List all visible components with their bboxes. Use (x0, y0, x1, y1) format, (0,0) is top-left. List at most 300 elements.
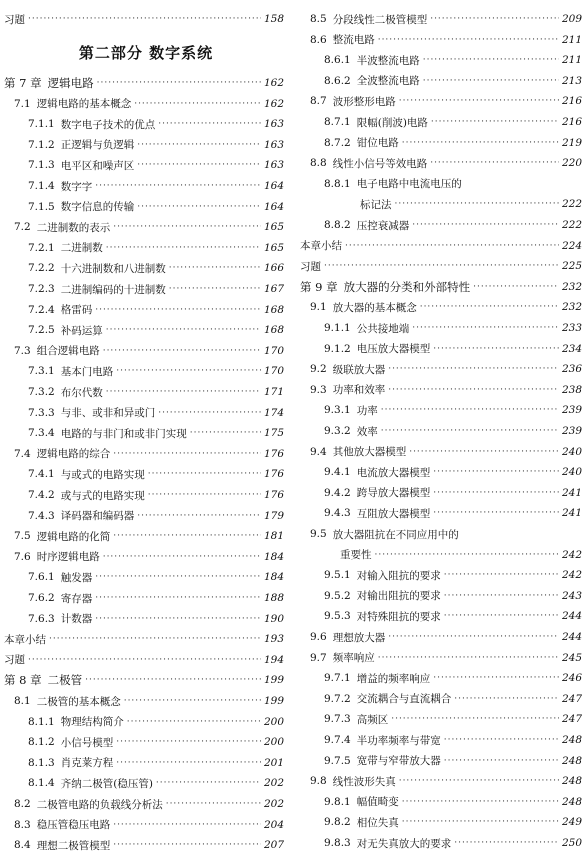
toc-entry[interactable] (300, 484, 582, 502)
toc-entry-page: 164 (263, 180, 284, 192)
toc-entry-number: 8.1.2 (28, 736, 55, 749)
toc-entry-page: 199 (263, 695, 284, 707)
toc-entry-title: 与或式的电路实现 (60, 468, 145, 481)
toc-entry-page: 225 (561, 260, 582, 273)
toc-entry-page: 211 (561, 33, 582, 46)
toc-entry-title: 二极管 (47, 673, 83, 688)
toc-entry-number: 9.4.2 (324, 486, 351, 499)
toc-entry[interactable] (300, 360, 582, 378)
toc-entry-number: 7.2.1 (28, 241, 55, 254)
toc-entry-title: 与非、或非和异或门 (60, 407, 156, 420)
toc-entry[interactable] (0, 404, 284, 422)
toc-entry[interactable] (300, 257, 582, 275)
toc-entry[interactable] (0, 301, 284, 319)
toc-entry[interactable] (300, 422, 582, 440)
toc-entry-page: 201 (263, 756, 284, 769)
leader-dots (116, 366, 261, 376)
toc-entry[interactable] (300, 649, 582, 667)
toc-entry-title: 标记法 (360, 198, 392, 211)
toc-entry[interactable] (300, 134, 582, 152)
toc-entry-title: 肖克莱方程 (60, 757, 114, 770)
toc-entry-number: 8.8.1 (324, 177, 351, 190)
toc-entry-number: 9.3.1 (324, 404, 351, 417)
toc-entry[interactable] (0, 383, 284, 401)
toc-entry-number: 7.1.3 (28, 159, 55, 172)
toc-entry-title: 补码运算 (60, 324, 103, 337)
toc-entry[interactable] (300, 10, 582, 28)
toc-entry[interactable] (0, 733, 284, 751)
toc-entry[interactable] (0, 527, 284, 545)
toc-entry-page: 184 (263, 571, 284, 584)
toc-entry-page: 248 (561, 775, 582, 788)
toc-entry-title: 习题 (4, 13, 25, 26)
toc-entry-number: 7.4 (14, 447, 31, 460)
toc-entry[interactable] (0, 177, 284, 195)
toc-entry-number: 7.3.1 (28, 365, 55, 378)
toc-entry-title: 增益的频率响应 (356, 672, 431, 685)
toc-entry-title: 电压放大器模型 (356, 343, 431, 356)
leader-dots (433, 673, 559, 683)
toc-entry-page: 190 (263, 612, 284, 625)
leader-dots (113, 840, 261, 850)
toc-entry[interactable] (0, 445, 284, 463)
toc-entry[interactable] (0, 136, 284, 154)
toc-entry-page: 239 (561, 425, 582, 437)
leader-dots (137, 202, 261, 212)
toc-entry-title: 二进制编码的十进制数 (60, 283, 166, 296)
toc-entry-page: 238 (561, 383, 582, 396)
toc-entry-title: 半功率频率与带宽 (356, 734, 441, 747)
toc-entry-page: 158 (263, 13, 284, 25)
leader-dots (402, 797, 559, 807)
leader-dots (388, 364, 559, 374)
toc-entry-title: 数字信息的传输 (60, 201, 135, 214)
toc-entry-page: 162 (263, 97, 284, 110)
leader-dots (409, 447, 559, 457)
toc-entry[interactable] (300, 443, 582, 461)
toc-entry-number: 7.6.2 (28, 592, 55, 604)
toc-entry[interactable] (0, 280, 284, 298)
toc-entry[interactable] (0, 10, 284, 28)
toc-entry[interactable] (0, 342, 284, 360)
toc-entry-number: 第 9 章 (300, 279, 338, 294)
toc-entry[interactable] (0, 754, 284, 772)
toc-entry[interactable] (0, 836, 284, 854)
toc-entry[interactable] (0, 465, 284, 483)
toc-entry-page: 246 (561, 672, 582, 685)
toc-entry-number: 9.8 (310, 775, 327, 788)
toc-entry-number: 7.4.1 (28, 468, 55, 481)
toc-entry-page: 164 (263, 200, 284, 213)
toc-entry-page: 184 (263, 550, 284, 563)
leader-dots (158, 408, 261, 418)
toc-entry-page: 232 (561, 301, 582, 314)
toc-entry[interactable] (300, 813, 582, 831)
leader-dots (95, 181, 261, 191)
toc-entry[interactable] (300, 381, 582, 399)
toc-entry-title: 整流电路 (332, 34, 375, 47)
toc-entry-title: 电流放大器模型 (356, 466, 431, 479)
leader-dots (412, 323, 559, 333)
leader-dots (158, 119, 261, 129)
toc-entry-number: 第 7 章 (4, 76, 42, 90)
toc-entry-title: 基本门电路 (60, 365, 114, 378)
toc-entry[interactable] (300, 319, 582, 337)
toc-entry-title: 线性小信号等效电路 (332, 157, 428, 170)
toc-entry[interactable] (300, 401, 582, 419)
leader-dots (106, 243, 261, 253)
toc-entry-page: 179 (263, 509, 284, 522)
leader-dots (95, 593, 261, 603)
toc-entry-page: 240 (561, 466, 582, 479)
toc-entry[interactable] (0, 651, 284, 669)
toc-entry-page: 247 (561, 692, 582, 705)
toc-entry-page: 219 (561, 136, 582, 149)
toc-entry-number: 8.7 (310, 95, 327, 108)
leader-dots (433, 508, 559, 518)
toc-entry-title: 跨导放大器模型 (356, 487, 431, 500)
toc-entry-page: 163 (263, 118, 284, 131)
toc-entry-title: 组合逻辑电路 (36, 345, 100, 358)
toc-entry-title: 齐纳二极管(稳压管) (60, 777, 153, 790)
toc-entry[interactable] (300, 710, 582, 728)
toc-entry-number: 7.4.3 (28, 509, 55, 522)
toc-entry[interactable] (300, 237, 582, 255)
toc-entry-number: 8.1.1 (28, 715, 55, 728)
toc-entry-number: 9.7.3 (324, 713, 351, 726)
toc-entry-title: 本章小结 (4, 633, 46, 646)
toc-entry[interactable] (300, 31, 582, 49)
toc-entry[interactable] (0, 486, 284, 504)
toc-entry-title: 二极管电路的负载线分析法 (36, 798, 163, 811)
toc-entry-title: 高频区 (356, 713, 389, 726)
toc-entry-number: 9.5.1 (324, 569, 351, 582)
toc-entry[interactable] (0, 115, 284, 133)
toc-entry-number: 7.3.3 (28, 406, 55, 419)
toc-entry-page: 162 (263, 77, 284, 89)
leader-dots (345, 241, 559, 251)
toc-entry-number: 7.6.1 (28, 571, 55, 584)
toc-entry-number: 9.4 (310, 445, 327, 458)
leader-dots (473, 282, 559, 292)
toc-entry[interactable] (0, 610, 284, 628)
toc-entry-number: 8.4 (14, 839, 31, 852)
toc-entry-page: 176 (263, 447, 284, 460)
leader-dots (423, 55, 559, 65)
toc-entry-number: 第 8 章 (4, 673, 42, 688)
leader-dots (103, 346, 261, 356)
toc-entry-title: 或与式的电路实现 (60, 489, 145, 502)
toc-entry-title: 电子电路中电流电压的 (356, 178, 462, 191)
toc-entry-page: 244 (561, 610, 582, 623)
toc-entry-page: 248 (561, 734, 582, 746)
toc-entry-page: 239 (561, 404, 582, 417)
leader-dots (166, 799, 261, 809)
toc-entry-title: 电平区和噪声区 (60, 159, 135, 172)
toc-entry-title: 效率 (356, 425, 378, 438)
toc-entry[interactable] (300, 731, 582, 749)
toc-entry-page: 168 (263, 324, 284, 337)
toc-entry[interactable] (0, 692, 284, 710)
toc-entry-title: 逻辑电路的化简 (36, 530, 111, 543)
toc-entry-number: 7.5 (14, 530, 31, 543)
toc-entry-number: 7.6.3 (28, 612, 55, 625)
toc-entry-title: 宽带与窄带放大器 (356, 755, 441, 768)
leader-dots (116, 758, 261, 768)
toc-entry-number: 7.2 (14, 221, 31, 234)
toc-entry[interactable] (0, 795, 284, 813)
toc-entry-page: 216 (561, 116, 582, 128)
toc-entry-number: 9.7 (310, 651, 327, 664)
toc-entry[interactable] (300, 834, 582, 852)
toc-entry-page: 242 (561, 548, 582, 561)
toc-entry-number: 8.3 (14, 818, 31, 831)
toc-entry-title: 触发器 (60, 571, 93, 584)
toc-entry[interactable] (300, 587, 582, 605)
toc-entry-number: 9.7.5 (324, 754, 351, 767)
leader-dots (391, 714, 559, 724)
leader-dots (137, 511, 261, 521)
toc-entry-title: 稳压管稳压电路 (36, 819, 111, 832)
leader-dots (124, 696, 261, 706)
toc-entry-number: 7.1 (14, 97, 31, 110)
toc-entry[interactable] (300, 51, 582, 69)
toc-entry-page: 222 (561, 198, 582, 211)
leader-dots (388, 632, 559, 642)
toc-entry[interactable] (0, 671, 284, 689)
toc-entry-title: 线性波形失真 (332, 775, 396, 788)
toc-entry[interactable] (0, 548, 284, 566)
toc-entry[interactable] (0, 74, 284, 92)
toc-entry[interactable] (0, 589, 284, 607)
toc-entry-number: 7.1.4 (28, 180, 55, 192)
toc-entry-number: 9.1.1 (324, 322, 351, 334)
toc-entry-title: 计数器 (60, 613, 93, 626)
toc-entry-page: 163 (263, 159, 284, 172)
toc-entry-title: 其他放大器模型 (332, 446, 407, 459)
toc-entry[interactable] (300, 504, 582, 522)
toc-entry[interactable] (300, 546, 582, 564)
toc-entry[interactable] (300, 607, 582, 625)
leader-dots (381, 405, 559, 415)
toc-entry-number: 7.3 (14, 344, 31, 357)
toc-entry-title: 习题 (4, 654, 25, 667)
leader-dots (324, 261, 559, 271)
toc-entry[interactable] (0, 218, 284, 236)
toc-entry-title: 寄存器 (60, 592, 93, 605)
leader-dots (378, 653, 559, 663)
toc-entry[interactable] (300, 628, 582, 646)
toc-entry-title: 正逻辑与负逻辑 (60, 139, 135, 152)
toc-entry-title: 时序逻辑电路 (36, 551, 100, 564)
toc-entry-number: 8.6.1 (324, 54, 351, 67)
toc-entry-page: 241 (561, 507, 582, 520)
leader-dots (430, 158, 559, 168)
leader-dots (444, 756, 559, 766)
toc-entry-title: 对输入阻抗的要求 (356, 569, 441, 582)
toc-entry-page: 250 (561, 837, 582, 849)
toc-entry-title: 十六进制数和八进制数 (60, 262, 166, 275)
toc-entry[interactable] (0, 630, 284, 648)
toc-entry-page: 194 (263, 653, 284, 666)
toc-entry[interactable] (0, 774, 284, 792)
toc-entry-number: 9.5 (310, 528, 327, 540)
leader-dots (134, 99, 261, 109)
toc-entry[interactable] (300, 669, 582, 687)
toc-entry-title: 放大器阻抗在不同应用中的 (332, 528, 459, 541)
leader-dots (190, 428, 261, 438)
leader-dots (444, 611, 559, 621)
toc-entry-number: 9.8.3 (324, 837, 351, 849)
toc-entry[interactable] (0, 321, 284, 339)
toc-entry-title: 功率和效率 (332, 384, 386, 397)
toc-entry-title: 对无失真放大的要求 (356, 837, 452, 850)
toc-entry-title: 二进制数的表示 (36, 221, 111, 234)
toc-entry-page: 199 (263, 674, 284, 687)
toc-entry-number: 7.1.2 (28, 138, 55, 151)
toc-entry-page: 188 (263, 592, 284, 604)
toc-entry-page: 249 (561, 816, 582, 829)
leader-dots (381, 426, 559, 436)
toc-entry-title: 逻辑电路 (47, 76, 94, 90)
toc-entry[interactable] (300, 752, 582, 770)
toc-entry-number: 7.2.5 (28, 324, 55, 337)
toc-entry[interactable] (300, 92, 582, 110)
toc-entry-page: 174 (263, 406, 284, 419)
toc-entry-page: 204 (263, 818, 284, 831)
leader-dots (95, 614, 261, 624)
toc-entry[interactable] (0, 507, 284, 525)
leader-dots (156, 778, 261, 788)
toc-entry-page: 211 (561, 54, 582, 67)
toc-entry-page: 248 (561, 795, 582, 808)
toc-entry-title: 物理结构简介 (60, 716, 124, 729)
toc-entry[interactable] (0, 713, 284, 731)
toc-entry-number: 9.7.2 (324, 692, 351, 705)
toc-entry[interactable] (300, 298, 582, 316)
toc-entry-number: 9.4.3 (324, 507, 351, 520)
toc-entry-number: 9.5.2 (324, 589, 351, 602)
leader-dots (95, 305, 261, 315)
leader-dots (399, 96, 559, 106)
toc-entry-number: 8.8 (310, 157, 327, 170)
toc-entry-page: 167 (263, 283, 284, 295)
toc-entry[interactable] (0, 568, 284, 586)
leader-dots (430, 14, 559, 24)
toc-entry-number: 8.7.1 (324, 116, 351, 128)
leader-dots (444, 591, 559, 601)
toc-entry-title: 本章小结 (300, 240, 342, 253)
toc-entry[interactable] (300, 278, 582, 296)
toc-entry-page: 176 (263, 468, 284, 481)
toc-entry[interactable] (300, 793, 582, 811)
toc-entry-page: 202 (263, 777, 284, 790)
toc-entry[interactable] (300, 216, 582, 234)
leader-dots (402, 138, 559, 148)
toc-entry-page: 166 (263, 262, 284, 275)
toc-entry-number: 7.3.4 (28, 427, 55, 440)
toc-entry-title: 二极管的基本概念 (36, 695, 121, 708)
toc-entry-number: 9.3 (310, 383, 327, 396)
toc-entry[interactable] (300, 566, 582, 584)
leader-dots (433, 467, 559, 477)
toc-entry-page: 240 (561, 445, 582, 458)
toc-entry-page: 236 (561, 363, 582, 376)
toc-entry[interactable] (300, 175, 582, 193)
leader-dots (113, 531, 261, 541)
toc-entry[interactable] (300, 113, 582, 131)
toc-entry-page: 224 (561, 239, 582, 252)
toc-entry-title: 放大器的分类和外部特性 (343, 279, 471, 294)
leader-dots (28, 14, 261, 24)
toc-entry[interactable] (0, 156, 284, 174)
toc-entry[interactable] (0, 239, 284, 257)
toc-entry-title: 级联放大器 (332, 363, 386, 376)
toc-entry-title: 数字电子技术的优点 (60, 118, 156, 131)
toc-entry[interactable] (300, 340, 582, 358)
leader-dots (420, 302, 559, 312)
toc-entry[interactable] (0, 362, 284, 380)
leader-dots (85, 675, 261, 685)
toc-entry-number: 7.4.2 (28, 489, 55, 501)
toc-entry-page: 168 (263, 303, 284, 316)
toc-entry-title: 逻辑电路的基本概念 (36, 98, 132, 111)
toc-entry-title: 理想放大器 (332, 631, 386, 644)
toc-entry[interactable] (0, 816, 284, 834)
toc-entry[interactable] (300, 772, 582, 790)
toc-entry-title: 钳位电路 (356, 137, 399, 150)
toc-entry[interactable] (0, 198, 284, 216)
toc-entry-title: 二进制数 (60, 242, 103, 255)
leader-dots (28, 655, 261, 665)
leader-dots (375, 550, 559, 560)
toc-entry-number: 9.1 (310, 301, 327, 314)
toc-entry-page: 176 (263, 489, 284, 501)
toc-entry-page: 181 (263, 530, 284, 543)
toc-entry-title: 全波整流电路 (356, 75, 420, 88)
toc-entry-number: 9.1.2 (324, 342, 351, 355)
toc-entry[interactable] (300, 72, 582, 90)
toc-entry-number: 9.5.3 (324, 610, 351, 623)
leader-dots (423, 76, 559, 86)
toc-entry-number: 8.7.2 (324, 136, 351, 149)
toc-entry-title: 波形整形电路 (332, 95, 396, 108)
toc-entry-number: 7.2.3 (28, 283, 55, 295)
toc-entry-number: 9.6 (310, 631, 327, 643)
toc-entry[interactable] (0, 424, 284, 442)
toc-entry[interactable] (0, 95, 284, 113)
toc-entry[interactable] (300, 463, 582, 481)
toc-entry-title: 功率 (356, 404, 378, 417)
leader-dots (148, 469, 261, 479)
toc-entry[interactable] (0, 259, 284, 277)
toc-entry-page: 170 (263, 365, 284, 378)
toc-entry-title: 布尔代数 (60, 386, 103, 399)
toc-entry[interactable] (300, 690, 582, 708)
toc-entry-title: 限幅(削波)电路 (356, 116, 428, 129)
toc-entry-page: 163 (263, 138, 284, 151)
toc-entry-page: 165 (263, 241, 284, 254)
toc-entry-number: 8.8.2 (324, 219, 351, 231)
toc-entry-page: 200 (263, 715, 284, 728)
toc-entry[interactable] (300, 195, 582, 213)
toc-entry-title: 重要性 (340, 549, 372, 562)
toc-entry[interactable] (300, 154, 582, 172)
toc-entry-title: 习题 (300, 260, 321, 273)
toc-entry-page: 248 (561, 754, 582, 767)
toc-entry[interactable] (300, 525, 582, 543)
leader-dots (399, 776, 559, 786)
